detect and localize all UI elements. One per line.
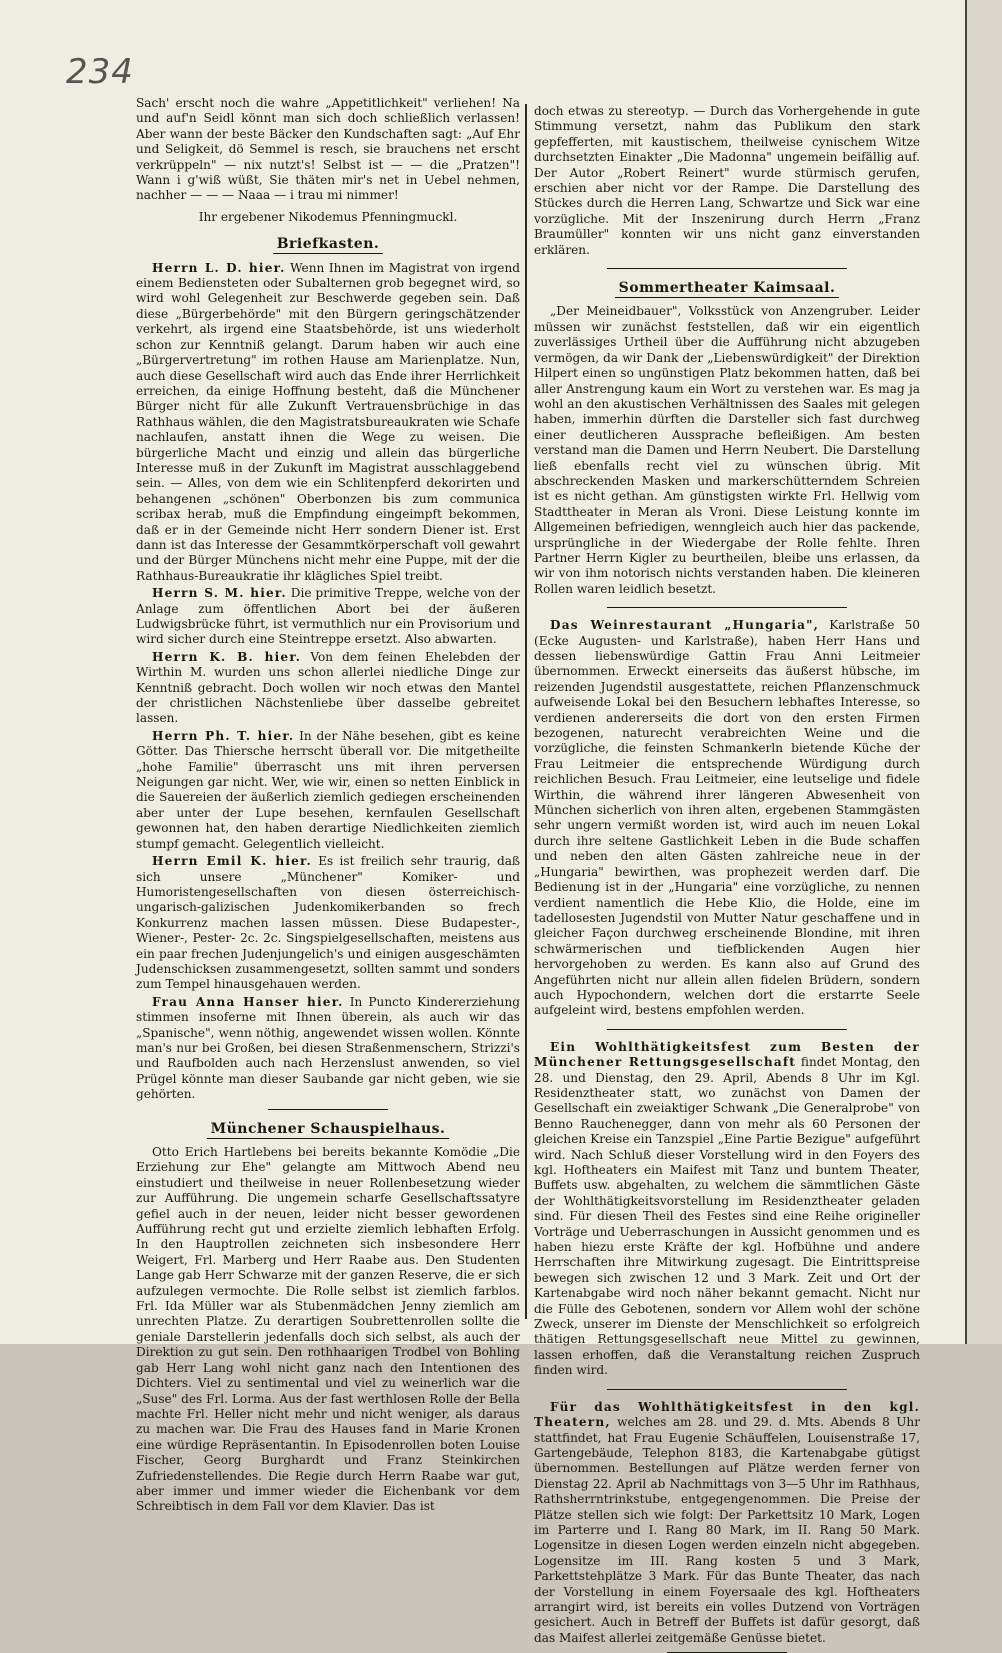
briefkasten-entry: Herrn L. D. hier. Wenn Ihnen im Magistrat von irgend einem Bediensteten oder Subalternen grob begegnet wird, so wird wohl Gelegenheit zur Beschwerde gegeben sein. Daß diese „Bürgerbehörde" mit den Bürgern geringschätzender verkehrt, als irgend eine Staatsbehörde, ist uns wiederholt schon zur Kenntniß gelangt. Darum haben wir auch eine „Bürgervertretung" im rothen Hause am Marienplatze. Nun, auch diese Gesellschaft wird auch das Ende ihrer Herrlichkeit erreichen, da einige Hoffnung besteht, daß die Münchener Bürger nicht für alle Zukunft Vertrauensbrüchige in das Rathhaus wählen, die den Magistratsbureaukraten wie Schafe nachlaufen, anstatt ihnen die Wege zu weisen. Die bürgerliche Macht und einzig und allein das bürgerliche Interesse muß in der Zukunft im Magistrat ausschlaggebend sein. — Alles, von dem wie ein Schlitenpferd dekorirten und behangenen „schönen" Oberbonzen bis zum communica scribax herab, muß die Empfindung eingeimpft bekommen, daß er in der Gemeinde nicht Herr sondern Diener ist. Erst dann ist das Interesse der Gesammtkörperschaft voll gewahrt und der Bürger Münchens nicht mehr eine Puppe, mit der die Rathhaus-Bureaukratie ihr klägliches Spiel treibt.	[136, 260, 520, 583]
section-divider	[607, 268, 847, 269]
section-heading-briefkasten: Briefkasten.	[136, 237, 520, 252]
hoftheater-notice: Für das Wohlthätigkeitsfest in den kgl. Theatern, welches am 28. und 29. d. Mts. Abends 8 Uhr stattfindet, hat Frau Eugenie Schäuffelen, Louisenstraße 17, Gartengebäude, Telephon 8183, die Kartenabgabe gütigst übernommen. Bestellungen auf Plätze werden ferner von Dienstag 22. April ab Nachmittags von 3—5 Uhr im Rathhaus, Rathsherrntrinkstube, entgegengenommen. Die Preise der Plätze stellen sich wie folgt: Der Parkettsitz 10 Mark, Logen im Parterre und I. Rang 80 Mark, im II. Rang 50 Mark. Logensitze in diesen Logen werden einzeln nicht abgegeben. Logensitze im III. Rang kosten 5 und 3 Mark, Parkettstehplätze 3 Mark. Für das Bunte Theater, das nach der Vorstellung in einem Foyersaale des kgl. Hoftheaters arrangirt wird, ist bereits ein volles Dutzend von Vorträgen gesichert. Auch in Betreff der Buffets ist dafür gesorgt, daß das Maifest allerlei zeitgemäße Genüsse bietet.	[534, 1399, 920, 1645]
briefkasten-entry: Herrn K. B. hier. Von dem feinen Ehelebden der Wirthin M. wurden uns schon allerlei niedliche Dinge zur Kenntniß gebracht. Doch wollen wir noch etwas den Mantel der christlichen Nächstenliebe über dasselbe gebreitet lassen.	[136, 649, 520, 726]
letter-signature: Ihr ergebener Nikodemus Pfenningmuckl.	[198, 209, 458, 224]
section-heading-schauspielhaus: Münchener Schauspielhaus.	[136, 1122, 520, 1137]
section-divider	[268, 1109, 388, 1110]
column-divider	[525, 104, 527, 1319]
hungaria-notice: Das Weinrestaurant „Hungaria", Karlstraße 50 (Ecke Augusten- und Karlstraße), haben Herr Hans und dessen liebenswürdige Gattin Frau Anni Leitmeier übernommen. Erweckt einerseits das äußerst hübsche, im reizenden Jugendstil ausgestattete, reichen Pflanzenschmuck aufweisende Lokal bei den Besuchern lebhaftes Interesse, so verdienen andererseits die dort von den ersten Firmen bezogenen, naturecht verabreichten Weine und die vorzügliche, die feinsten Schmankerln bietende Küche der Frau Leitmeier die entsprechende Würdigung durch reichlichen Besuch. Frau Leitmeier, eine leutselige und fidele Wirthin, die während ihrer längeren Abwesenheit von München sicherlich von ihren alten, ergebenen Stammgästen sehr ungern vermißt worden ist, wird auch im neuen Lokal durch ihre seltene Gastlichkeit Leben in die Bude schaffen und neben den alten Gästen zahlreiche neue in der „Hungaria" bewirthen, was prophezeit werden darf. Die Bedienung ist in der „Hungaria" eine vorzügliche, zu nennen verdient namentlich die Hebe Klio, die Holde, eine im tadellosesten Jugendstil von Mutter Natur geschaffene und in gleicher Façon durchweg erscheinende Blondine, mit ihren schwärmerischen und tiefblickenden Augen hier hervorgehoben zu werden. Es kann also auf Grund des Angeführten nicht nur allein allen fidelen Brüdern, sondern auch Hypochondern, welchen dort die erstarrte Seele aufgeleint wird, bestens empfohlen werden.	[534, 618, 920, 1018]
schauspielhaus-review: Otto Erich Hartlebens bei bereits bekannte Komödie „Die Erziehung zur Ehe" gelangte am Mittwoch Abend neu einstudiert und theilweise in neuer Rollenbesetzung wieder zur Aufführung. Die ungemein scharfe Gesellschaftssatyre gefiel auch in der neuen, leider nicht besser gewordenen Aufführung recht gut und erzielte ziemlich lebhaften Erfolg. In den Hauptrollen zeichneten sich insbesondere Herr Weigert, Frl. Marberg und Herr Raabe aus. Den Studenten Lange gab Herr Schwarze mit der ganzen Reserve, die er sich aufzulegen vermochte. Die Rolle selbst ist ziemlich farblos. Frl. Ida Müller war als Stubenmädchen Jenny ziemlich am unrechten Platze. Zu derartigen Soubrettenrollen sollte die geniale Darstellerin jedenfalls doch sich selbst, als auch der Direktion zu gut sein. Den rothhaarigen Trodbel von Bohling gab Herr Lang wohl nicht ganz nach den Intentionen des Dichters. Viel zu sentimental und viel zu weinerlich war die „Suse" des Frl. Lorma. Aus der fast werthlosen Rolle der Bella machte Frl. Heller nicht mehr und nicht weniger, als daraus zu machen war. Die Frau des Hauses fand in Marie Kronen eine würdige Repräsentantin. In Episodenrollen boten Louise Fischer, Georg Burghardt und Franz Steinkirchen Zufriedenstellendes. Die Regie durch Herrn Raabe war gut, aber immer und immer wieder die Eichenbank vor dem Schreibtisch in dem Fall vor dem Klavier. Das ist	[136, 1145, 520, 1514]
left-column	[136, 96, 520, 1514]
adjacent-page-edge	[965, 0, 1002, 1344]
section-heading-kaimsaal: Sommertheater Kaimsaal.	[534, 281, 920, 296]
briefkasten-entry: Herrn Ph. T. hier. In der Nähe besehen, gibt es keine Götter. Das Thiersche herrscht überall vor. Die mitgetheilte „hohe Familie" überrascht uns mit ihren perversen Neigungen gar nicht. Wer, wie wir, einen so netten Einblick in die Sauereien der äußerlich ziemlich gediegen erscheinenden aber unter der Lupe besehen, kernfaulen Gesellschaft gewonnen hat, den haben derartige Niedlichkeiten ziemlich stumpf gemacht. Gelegentlich vielleicht.	[136, 728, 520, 851]
briefkasten-entry: Herrn S. M. hier. Die primitive Treppe, welche von der Anlage zum öffentlichen Abort bei der äußeren Ludwigsbrücke führt, ist vermuthlich nur ein Provisorium und wird sicher durch eine Steintreppe ersetzt. Also abwarten.	[136, 586, 520, 647]
section-divider	[607, 1389, 847, 1390]
section-divider	[607, 607, 847, 608]
review-continuation: doch etwas zu stereotyp. — Durch das Vorhergehende in gute Stimmung versetzt, nahm das Publikum den stark gepfefferten, mit kaustischem, theilweise cynischem Witze durchsetzten Einakter „Die Madonna" ungemein beifällig auf. Der Autor „Robert Reinert" wurde stürmisch gerufen, erschien aber nicht vor der Rampe. Die Darstellung des Stückes durch die Herren Lang, Schwartze und Sick war eine vorzügliche. Mit der Inszenirung durch Herrn „Franz Braumüller" konnten wir uns nicht ganz einverstanden erklären.	[534, 104, 920, 257]
handwritten-page-number: 234	[66, 52, 134, 92]
briefkasten-entry: Herrn Emil K. hier. Es ist freilich sehr traurig, daß sich unsere „Münchener" Komiker- und Humoristengesellschaften von diesen österreichisch-ungarisch-galizischen Judenkomikerbanden so frech Konkurrenz machen lassen müssen. Diese Budapester-, Wiener-, Pester- 2c. 2c. Singspielgesellschaften, meistens aus ein paar frechen Judenjungelich's und einigen ausgeschämten Judenschicksen zusammengesetzt, sollten sammt und sonders zum Tempel hinausgehauen werden.	[136, 854, 520, 992]
briefkasten-entry: Frau Anna Hanser hier. In Puncto Kindererziehung stimmen insoferne mit Ihnen überein, als auch wir das „Spanische", wenn nöthig, angewendet wissen wollen. Könnte man's nur bei Großen, bei diesen Straßenmenschern, Strizzi's und Raufbolden auch nach Herzenslust anwenden, so viel Prügel könnte man dieser Saubande gar nicht geben, wie sie gehörten.	[136, 994, 520, 1102]
section-divider	[607, 1029, 847, 1030]
right-column	[534, 104, 920, 1645]
kaimsaal-review: „Der Meineidbauer", Volksstück von Anzengruber. Leider müssen wir zunächst feststellen, daß wir ein eigentlich zuverlässiges Urtheil über die Aufführung nicht abzugeben vermögen, da wir Dank der „Liebenswürdigkeit" der Direktion Hilpert einen so ungünstigen Platz bekommen hatten, daß bei aller Anstrengung kaum ein Wort zu verstehen war. Es mag ja wohl an den akustischen Verhältnissen des Saales mit gelegen haben, immerhin dürften die Darsteller sich fast durchweg einer deutlicheren Aussprache befleißigen. Am besten verstand man die Damen und Herrn Neubert. Die Darstellung ließ ebenfalls recht viel zu wünschen übrig. Mit abschreckenden Masken und markerschütterndem Schreien ist es nicht gethan. Am günstigsten wirkte Frl. Hellwig vom Stadttheater in Meran als Vroni. Diese Leistung konnte im Allgemeinen befriedigen, wenngleich auch hier das packende, ursprüngliche in der Wiedergabe der Rolle fehlte. Ihren Partner Herrn Kigler zu beurtheilen, bleibe uns erlassen, da wir von ihm notorisch nichts verstanden haben. Die kleineren Rollen waren leidlich besetzt.	[534, 304, 920, 596]
rettung-notice: Ein Wohlthätigkeitsfest zum Besten der Münchener Rettungsgesellschaft findet Montag, den 28. und Dienstag, den 29. April, Abends 8 Uhr im Kgl. Residenztheater statt, wo zunächst von Damen der Gesellschaft ein zweiaktiger Schwank „Die Generalprobe" von Benno Rauchenegger, dann von mehr als 60 Personen der gleichen Kreise ein Tanzspiel „Eine Partie Bezigue" aufgeführt wird. Nach Schluß dieser Vorstellung wird in den Foyers des kgl. Hoftheaters ein Maifest mit Tanz und buntem Theater, Buffets usw. abgehalten, zu welchem die sämmtlichen Gäste der Wohlthätigkeitsvorstellung im Residenztheater geladen sind. Für diesen Theil des Festes sind eine Reihe origineller Vorträge und Ueberraschungen in Aussicht genommen und es haben hiezu erste Kräfte der kgl. Hofbühne und andere Herrschaften ihre Mitwirkung zugesagt. Die Eintrittspreise bewegen sich zwischen 12 und 3 Mark. Zeit und Ort der Kartenabgabe wird noch näher bekannt gemacht. Nicht nur die Fülle des Gebotenen, sondern vor Allem wohl der schöne Zweck, unserer im Dienste der Menschlichkeit so erfolgreich thätigen Rettungsgesellschaft neue Mittel zu gewinnen, lassen erhoffen, daß die Veranstaltung reichen Zuspruch finden wird.	[534, 1039, 920, 1378]
letter-closing-paragraph: Sach' erscht noch die wahre „Appetitlichkeit" verliehen! Na und auf'n Seidl könnt man sich doch schließlich verlassen! Aber wann der beste Bäcker den Kundschaften sagt: „Auf Ehr und Seligkeit, dö Semmel is resch, sie brauchens net erscht verkrüppeln" — nix nutzt's! Selbst ist — — die „Pratzen"! Wann i g'wiß wüßt, Sie thäten mir's net in Uebel nehmen, nachher — — — Naaa — i trau mi nimmer!	[136, 96, 520, 203]
